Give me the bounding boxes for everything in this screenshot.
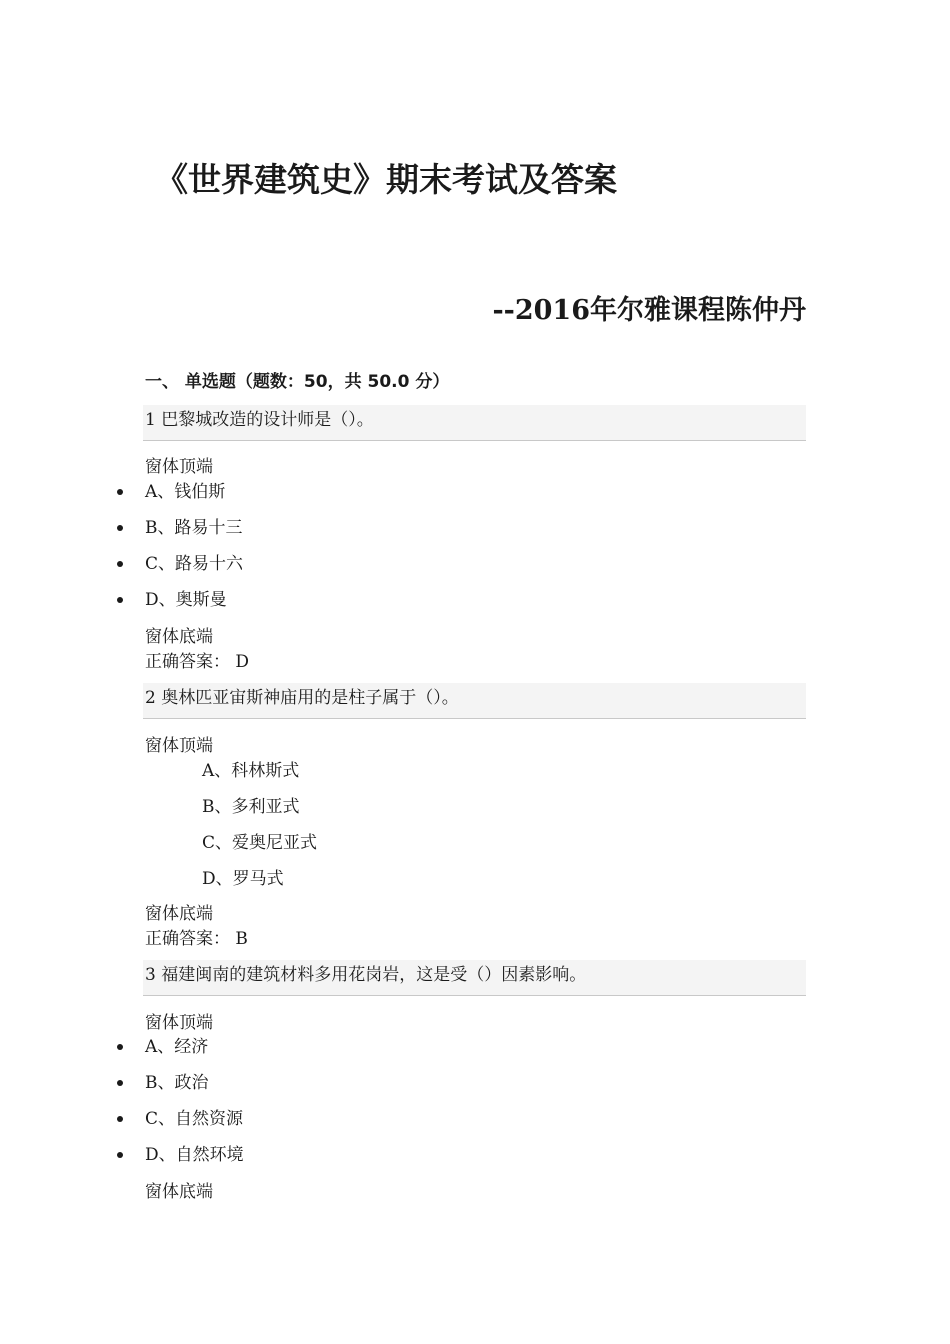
option-d[interactable]: D、自然环境 (145, 1145, 244, 1165)
document-subtitle: --2016年尔雅课程陈仲丹 (492, 295, 806, 326)
option-d[interactable]: D、奥斯曼 (145, 590, 227, 610)
form-bottom-marker: 窗体底端 (145, 904, 213, 924)
document-title: 《世界建筑史》期末考试及答案 (155, 160, 617, 199)
option-a[interactable]: A、钱伯斯 (145, 482, 226, 502)
option-c[interactable]: C、自然资源 (145, 1109, 244, 1129)
option-a[interactable]: A、科林斯式 (202, 761, 300, 781)
section-heading: 一、 单选题（题数：50，共 50.0 分） (145, 372, 450, 392)
option-b[interactable]: B、政治 (145, 1073, 209, 1093)
form-top-marker: 窗体顶端 (145, 457, 213, 477)
form-bottom-marker: 窗体底端 (145, 627, 213, 647)
correct-answer: 正确答案： D (145, 652, 250, 672)
question-stem: 2 奥林匹亚宙斯神庙用的是柱子属于（）。 (143, 683, 806, 719)
option-b[interactable]: B、路易十三 (145, 518, 243, 538)
form-top-marker: 窗体顶端 (145, 736, 213, 756)
question-stem: 1 巴黎城改造的设计师是（）。 (143, 405, 806, 441)
option-a[interactable]: A、经济 (145, 1037, 209, 1057)
form-top-marker: 窗体顶端 (145, 1013, 213, 1033)
form-bottom-marker: 窗体底端 (145, 1182, 213, 1202)
option-d[interactable]: D、罗马式 (202, 869, 284, 889)
correct-answer: 正确答案： B (145, 929, 248, 949)
option-c[interactable]: C、路易十六 (145, 554, 244, 574)
question-stem: 3 福建闽南的建筑材料多用花岗岩，这是受（）因素影响。 (143, 960, 806, 996)
option-b[interactable]: B、多利亚式 (202, 797, 300, 817)
option-c[interactable]: C、爱奥尼亚式 (202, 833, 318, 853)
